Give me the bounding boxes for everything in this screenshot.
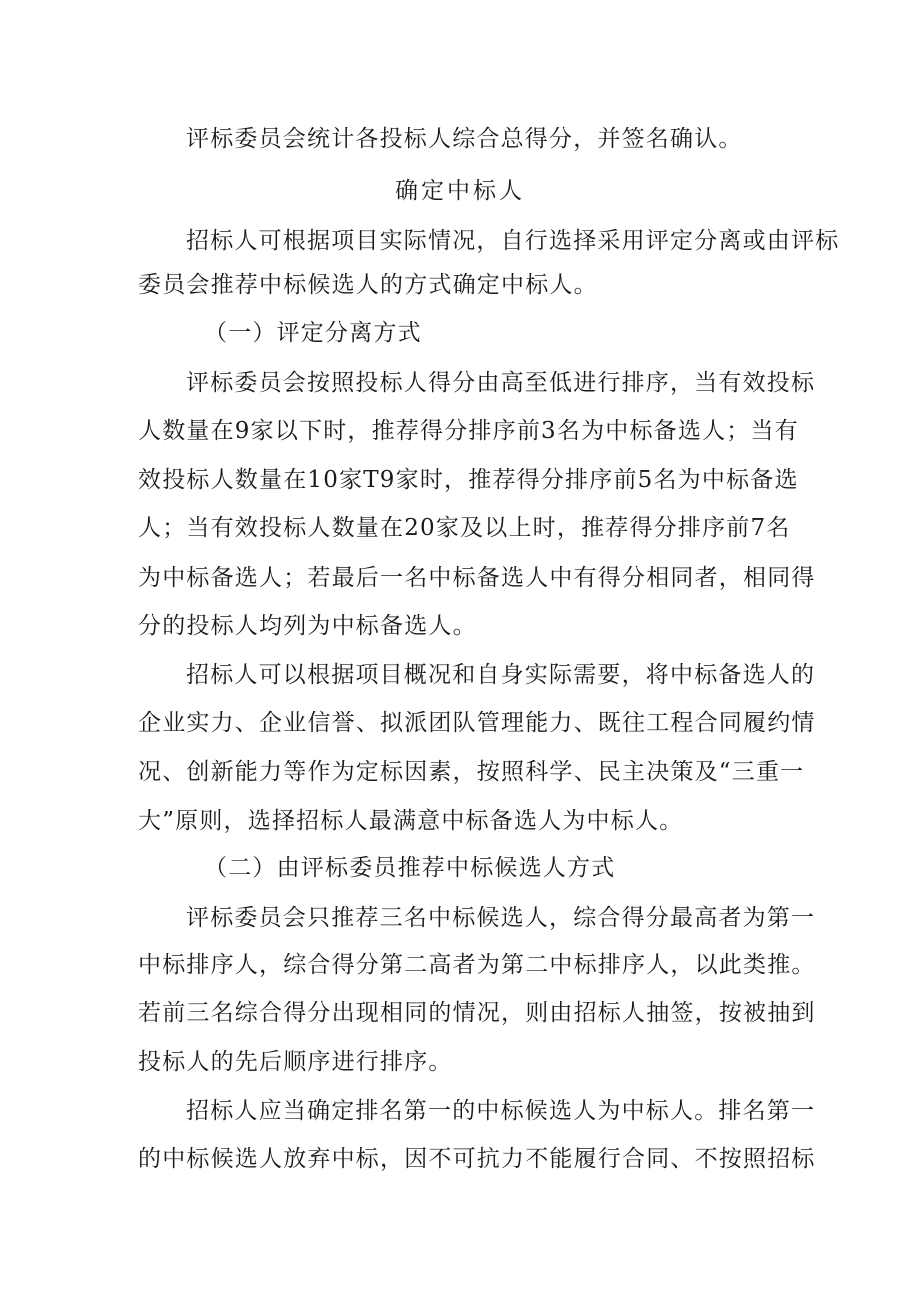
paragraph-line: 招标人应当确定排名第一的中标候选人为中标人。排名第一 (186, 1098, 816, 1124)
paragraph-line: 况、创新能力等作为定标因素，按照科学、民主决策及“三重一 (138, 759, 805, 785)
paragraph-line: 为中标备选人；若最后一名中标备选人中有得分相同者，相同得 (138, 565, 816, 591)
paragraph-line: 效投标人数量在10家T9家时，推荐得分排序前5名为中标备选 (138, 467, 799, 493)
paragraph-line: 人数量在9家以下时，推荐得分排序前3名为中标备选人；当有 (138, 418, 799, 444)
subsection-heading: （二）由评标委员推荐中标候选人方式 (204, 855, 616, 881)
section-heading: 确定中标人 (395, 178, 525, 204)
paragraph-line: 委员会推荐中标候选人的方式确定中标人。 (138, 272, 598, 298)
paragraph-line: 招标人可根据项目实际情况，自行选择采用评定分离或由评标 (186, 228, 840, 254)
paragraph-line: 评标委员会只推荐三名中标候选人，综合得分最高者为第一 (186, 905, 816, 931)
paragraph-line: 招标人可以根据项目概况和自身实际需要，将中标备选人的 (186, 662, 816, 688)
paragraph-line: 评标委员会按照投标人得分由高至低进行排序，当有效投标 (186, 370, 816, 396)
paragraph-line: 若前三名综合得分出现相同的情况，则由招标人抽签，按被抽到 (138, 1000, 816, 1026)
paragraph-line: 企业实力、企业信誉、拟派团队管理能力、既往工程合同履约情 (138, 710, 816, 736)
paragraph-line: 的中标候选人放弃中标，因不可抗力不能履行合同、不按照招标 (138, 1146, 816, 1172)
paragraph-line: 投标人的先后顺序进行排序。 (138, 1049, 453, 1075)
subsection-heading: （一）评定分离方式 (204, 320, 422, 346)
paragraph-line: 中标排序人，综合得分第二高者为第二中标排序人，以此类推。 (138, 952, 816, 978)
paragraph-line: 大”原则，选择招标人最满意中标备选人为中标人。 (138, 808, 684, 834)
paragraph-line: 评标委员会统计各投标人综合总得分，并签名确认。 (186, 126, 743, 152)
paragraph-line: 分的投标人均列为中标备选人。 (138, 613, 477, 639)
paragraph-line: 人；当有效投标人数量在20家及以上时，推荐得分排序前7名 (138, 515, 791, 541)
